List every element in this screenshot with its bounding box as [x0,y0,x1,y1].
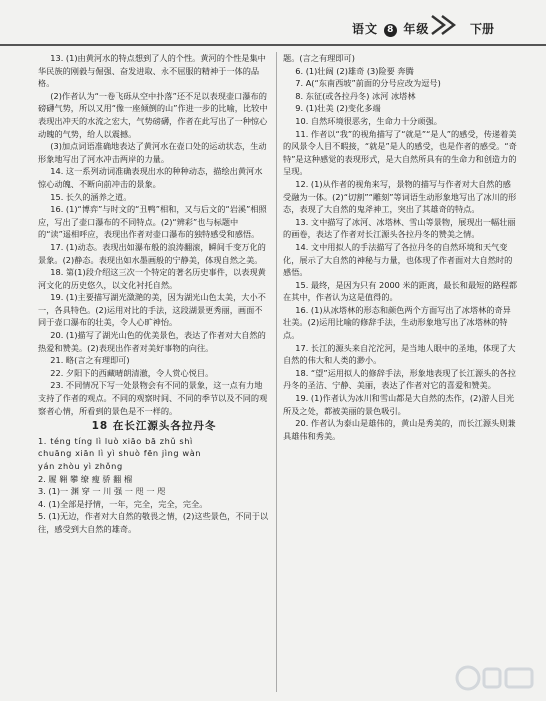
answer-paragraph: 20. 作者认为泰山是雄伟的，黄山是秀美的，而长江源头则兼具雄伟和秀美。 [283,418,516,441]
answer-line: 3. (1)一 渊 穿 一 川 强 一 咫 一 咫 [38,486,166,497]
answer-paragraph: 16. (1)从冰塔林的形态和颜色两个方面写出了冰塔林的奇异壮美。(2)运用比喻的修辞手法，生动形象地写出了冰塔林的特点。 [283,304,511,341]
grade-label: 年级 [403,22,430,36]
pinyin-line: chuāng xiān lì yì shuò fēn jìng wàn [38,448,202,459]
header-divider [0,44,546,46]
pinyin-line: 1. téng tíng lì luò xiāo bā zhǔ shì [38,435,193,446]
answer-paragraph: 17. (1)动态。表现出如瀑布般的浪涛翻滚，瞬间千变万化的景象。(2)静态。表现出如水墨画般的宁静美，体现自然之美。 [38,241,266,265]
answer-paragraph: (3)加点词语准确地表达了黄河水在壶口处的运动状态，生动形象地写出了河水冲击两岸的力量。 [38,141,267,164]
section-title: 18 在长江源头各拉丹冬 [91,420,217,433]
subject-label: 语文 [352,22,379,36]
answer-paragraph: 9. (1)壮美 (2)变化多端 [295,103,381,114]
answer-paragraph: 15. 最终，是因为只有 2000 米的距离，最长和最短的路程都在其中，作者认为这是值得的。 [283,279,518,303]
answer-paragraph: 23. 不同情况下写一处景物会有不同的景象，这一点有力地支持了作者的观点。不同的观察时间、不同的季节以及不同的观察者心情，所看到的景色是不一样的。 [38,380,268,416]
watermark-logo [454,661,538,695]
grade-number-badge: 8 [384,24,397,37]
answer-paragraph: 22. 夕阳下的西藏晴朗清澈，令人赏心悦目。 [50,367,214,378]
answer-paragraph: 20. (1)描写了湖光山色的优美景色，表达了作者对大自然的热爱和赞美。(2)表现出作者对美好事物的向往。 [38,330,266,353]
page-header [0,0,546,44]
answer-paragraph: 19. (1)作者认为冰川和雪山都是大自然的杰作，(2)游人目光所及之处，都被美丽的景色吸引。 [283,393,515,416]
answer-paragraph: 21. 略(言之有理即可) [50,355,130,366]
watermark-logo-icon [454,661,538,695]
answer-paragraph: 13. (1)由黄河水的特点想到了人的个性。黄河的个性是集中华民族的刚毅与倔强、奋发进取、永不屈服的精神于一体的品格。 [38,53,266,89]
left-column [38,52,270,536]
answer-line: 5. (1)无边，作者对大自然的敬畏之情，(2)这些景色，不同于以往，感受到大自然的雄奇。 [38,511,269,534]
answer-paragraph: 18. 第(1)段介绍这三次一个特定的著名历史事件，以表现黄河文化的历史悠久，以文化衬托自然。 [38,267,266,290]
answer-paragraph: 19. (1)主要描写湖光潋滟的美，因为湖光山色太美，大小不一，各具特色。(2)运用对比的手法，这段湖景更秀丽，画面不同于壶口瀑布的壮美，令人心旷神怡。 [38,292,266,328]
answer-paragraph: 题。(言之有理即可) [283,53,355,63]
answer-line: 2. 履 翱 攀 缭 瘦 骄 翻 榴 [38,473,133,484]
answer-paragraph: 15. 长久的涵养之道。 [50,191,132,202]
right-column [283,52,518,442]
answer-paragraph: 13. 文中描写了冰河、冰塔林、雪山等景物，展现出一幅壮丽的画卷，表达了作者对长江源头各拉丹冬的赞美之情。 [283,216,516,240]
pinyin-line: yán zhòu yì zhǒng [38,461,123,471]
answer-paragraph: 12. (1)从作者的视角来写，景物的描写与作者对大自然的感受融为一体。(2)“切割”“雕刻”等词语生动形象地写出了冰川的形态，表现了大自然的鬼斧神工，突出了其雄奇的特点。 [283,178,517,215]
answer-paragraph: 11. 作者以“我”的视角描写了“就是”“是人”的感受，传递着美的风景令人目不暇接，“就是”是人的感受，也是作者的感受。“奇特”是这种感觉的表现形式，是大自然所具有的生命力和创造力的呈现。 [283,128,517,177]
chevron-arrow-icon [430,14,464,36]
term-label: 下册 [470,22,495,36]
answer-paragraph: 14. 这一系列动词准确表现出水的种种动态，描绘出黄河水惊心动魄、不断向前冲击的景象。 [38,166,263,189]
answer-paragraph: 7. A(“东南西坡”前面的分号应改为逗号) [295,78,441,89]
answer-paragraph: 16. (1)“博弈”与时文的“丑鸭”相和，又与后文的“岩溪”相照应，写出了壶口瀑布的不同特点。(2)“辨彩”也与标题中的“读”遥相呼应，表现出作者对壶口瀑布的独特感受和感悟。 [38,204,267,240]
answer-paragraph: 14. 文中用拟人的手法描写了各拉丹冬的自然环境和天气变化，展示了大自然的神秘与力量，也体现了作者面对大自然时的感悟。 [283,241,513,278]
answer-line: 4. (1)全部是抒情，一年，完全，完全，完全。 [38,498,208,509]
column-divider [276,52,277,692]
header-title [352,20,429,37]
answer-paragraph: 6. (1)壮阔 (2)雄奇 (3)险要 奔腾 [295,65,414,76]
answer-paragraph: (2)作者认为“一卷飞砾从空中扑落”还不足以表现壶口瀑布的磅礴气势，所以又用“像一座倾倒的山”作进一步的比喻，比较中表现出冲天的水流之宏大，气势磅礴，作者在此写出了一种惊心动魄的气势，给人以震撼。 [38,90,268,139]
answer-paragraph: 8. 东征(或各拉丹冬) 冰河 冰塔林 [295,90,416,101]
answer-paragraph: 18. “望”运用拟人的修辞手法，形象地表现了长江源头的各拉丹冬的圣洁、宁静、美丽，表达了作者对它的喜爱和赞美。 [283,367,516,391]
answer-paragraph: 10. 自然环境很恶劣，生命力十分顽强。 [295,115,442,126]
answer-paragraph: 17. 长江的源头来自沱沱河，是当地人眼中的圣地，体现了大自然的伟大和人类的渺小。 [283,342,516,366]
